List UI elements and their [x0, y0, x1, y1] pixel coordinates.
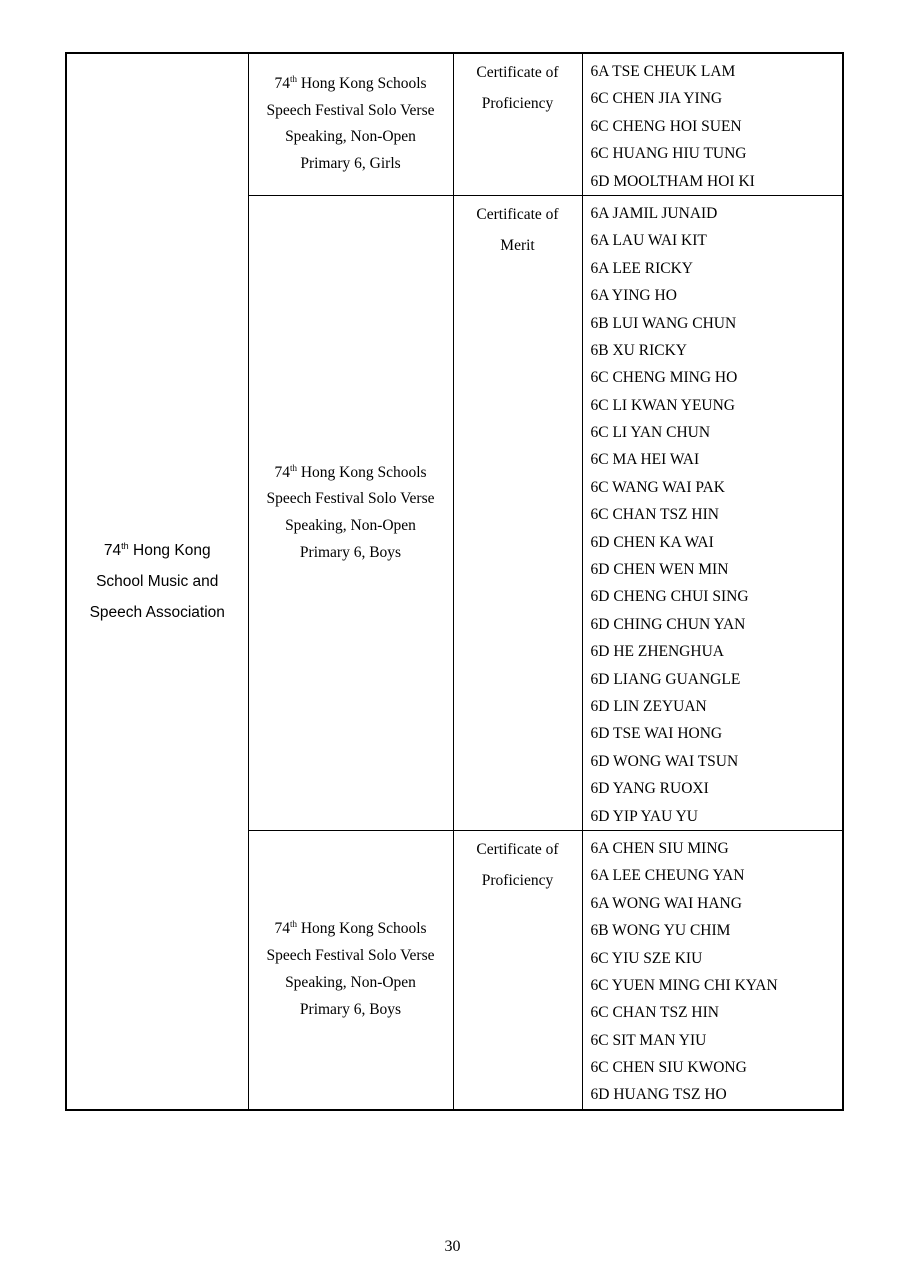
student-name: 6D WONG WAI TSUN [590, 752, 739, 770]
student-name: 6A JAMIL JUNAID [590, 204, 718, 222]
student-name: 6B WONG YU CHIM [590, 922, 731, 940]
award-cell [453, 830, 582, 1109]
student-name: 6A LEE CHEUNG YAN [590, 867, 745, 885]
name-list [583, 54, 843, 195]
event-name: 74th Hong Kong Schools Speech Festival Solo Verse Speaking, Non-Open Primary 6, Boys [266, 919, 435, 1018]
event-cell [248, 195, 453, 830]
student-name: 6D YIP YAU YU [590, 807, 698, 825]
event-cell [248, 830, 453, 1109]
organizer-name: 74th Hong Kong School Music and Speech Association [89, 540, 225, 621]
organizer-cell [66, 53, 248, 1110]
award-cell [453, 53, 582, 195]
award-name: Certificate of Merit [476, 205, 559, 254]
student-name: 6C CHAN TSZ HIN [590, 506, 719, 524]
award-row [66, 53, 843, 195]
name-list [583, 196, 843, 830]
student-name: 6D LIANG GUANGLE [590, 670, 741, 688]
student-name: 6D CHING CHUN YAN [590, 615, 746, 633]
event-name: 74th Hong Kong Schools Speech Festival Solo Verse Speaking, Non-Open Primary 6, Girls [266, 73, 435, 173]
names-cell [582, 830, 843, 1109]
award-cell [453, 195, 582, 830]
student-name: 6B XU RICKY [590, 341, 687, 359]
student-name: 6C CHENG MING HO [590, 369, 738, 387]
award-name: Certificate of Proficiency [476, 840, 559, 889]
student-name: 6D MOOLTHAM HOI KI [590, 172, 755, 190]
student-name: 6C LI KWAN YEUNG [590, 396, 736, 414]
student-name: 6C YIU SZE KIU [590, 949, 703, 967]
student-name: 6C HUANG HIU TUNG [590, 145, 747, 163]
awards-table [65, 52, 844, 1111]
student-name: 6C YUEN MING CHI KYAN [590, 976, 778, 994]
student-name: 6A LEE RICKY [590, 259, 693, 277]
student-name: 6D HUANG TSZ HO [590, 1086, 727, 1104]
student-name: 6D HE ZHENGHUA [590, 643, 724, 661]
award-name: Certificate of Proficiency [476, 64, 559, 112]
student-name: 6A CHEN SIU MING [590, 839, 729, 857]
student-name: 6C WANG WAI PAK [590, 478, 725, 496]
event-name: 74th Hong Kong Schools Speech Festival Solo Verse Speaking, Non-Open Primary 6, Boys [266, 462, 435, 561]
names-cell [582, 195, 843, 830]
student-name: 6A TSE CHEUK LAM [590, 63, 736, 80]
student-name: 6C CHAN TSZ HIN [590, 1004, 719, 1022]
names-cell [582, 53, 843, 195]
student-name: 6A WONG WAI HANG [590, 894, 742, 912]
student-name: 6C MA HEI WAI [590, 451, 700, 469]
student-name: 6D CHEN KA WAI [590, 533, 714, 551]
student-name: 6D YANG RUOXI [590, 780, 709, 798]
student-name: 6B LUI WANG CHUN [590, 314, 737, 332]
student-name: 6C CHENG HOI SUEN [590, 117, 742, 135]
student-name: 6D LIN ZEYUAN [590, 697, 707, 715]
event-cell [248, 53, 453, 195]
student-name: 6A LAU WAI KIT [590, 232, 707, 250]
student-name: 6D CHENG CHUI SING [590, 588, 749, 606]
student-name: 6C CHEN SIU KWONG [590, 1059, 747, 1077]
student-name: 6D TSE WAI HONG [590, 725, 723, 743]
name-list [583, 831, 843, 1109]
student-name: 6A YING HO [590, 287, 677, 305]
student-name: 6C LI YAN CHUN [590, 424, 711, 442]
student-name: 6C SIT MAN YIU [590, 1031, 707, 1049]
student-name: 6C CHEN JIA YING [590, 90, 723, 108]
student-name: 6D CHEN WEN MIN [590, 561, 729, 579]
page-number: 30 [444, 1238, 461, 1255]
